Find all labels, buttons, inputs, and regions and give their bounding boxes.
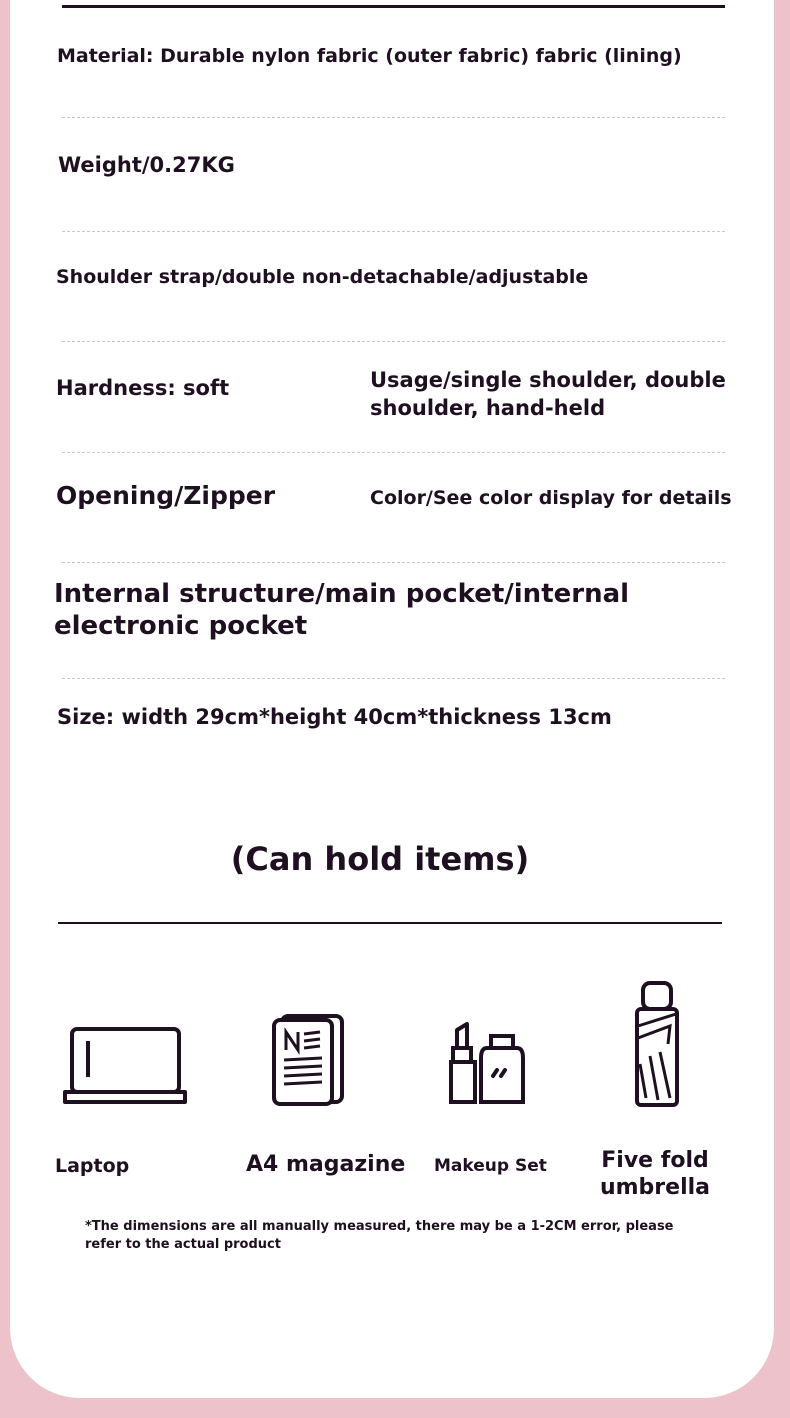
item-label-makeup-set: Makeup Set	[434, 1156, 547, 1176]
measurement-note: *The dimensions are all manually measured, there may be a 1-2CM error, please refer to the actual product	[85, 1219, 674, 1252]
divider	[62, 562, 725, 563]
item-label-umbrella: Five fold umbrella	[599, 1148, 711, 1200]
divider	[62, 452, 725, 453]
divider	[62, 231, 725, 232]
spec-strap: Shoulder strap/double non-detachable/adjustable	[56, 266, 589, 288]
spec-material: Material: Durable nylon fabric (outer fabric) fabric (lining)	[57, 45, 682, 67]
umbrella-icon	[632, 980, 682, 1108]
heading-divider	[58, 922, 722, 924]
laptop-icon	[62, 1025, 188, 1107]
makeup-set-icon	[447, 1018, 527, 1108]
capacity-heading: (Can hold items)	[230, 840, 530, 878]
magazine-icon	[270, 1012, 350, 1107]
spec-weight: Weight/0.27KG	[58, 153, 235, 177]
spec-size: Size: width 29cm*height 40cm*thickness 13cm	[57, 705, 612, 729]
spec-color: Color/See color display for details	[370, 487, 732, 509]
divider	[62, 341, 725, 342]
spec-opening: Opening/Zipper	[56, 481, 276, 510]
spec-usage: Usage/single shoulder, double shoulder, hand-held	[370, 368, 726, 420]
spec-card	[10, 0, 774, 1398]
divider	[62, 117, 725, 118]
divider	[62, 678, 725, 679]
item-label-laptop: Laptop	[55, 1155, 130, 1177]
item-label-magazine: A4 magazine	[246, 1152, 406, 1177]
top-divider	[62, 5, 725, 8]
spec-hardness: Hardness: soft	[56, 376, 230, 400]
spec-internal-structure: Internal structure/main pocket/internal electronic pocket	[54, 579, 630, 641]
